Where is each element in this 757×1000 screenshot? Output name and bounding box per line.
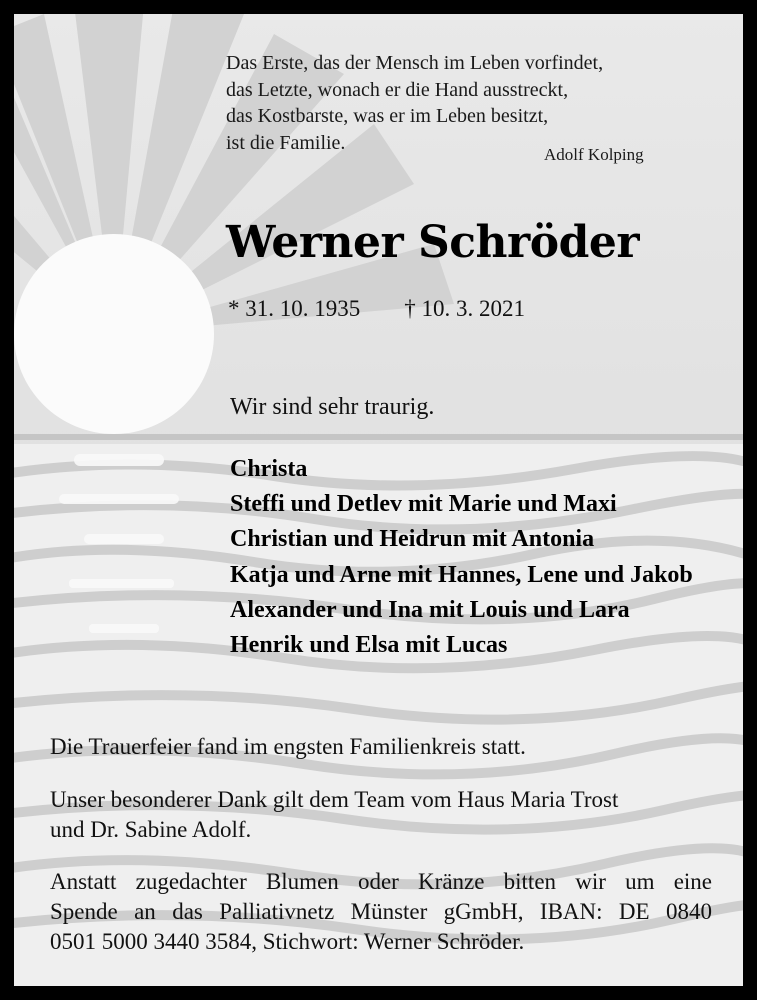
mourner-entry: Henrik und Elsa mit Lucas	[230, 632, 508, 659]
quote-line: das Letzte, wonach er die Hand ausstreckt,	[226, 78, 569, 101]
birth-date: * 31. 10. 1935	[228, 296, 361, 321]
quote-author: Adolf Kolping	[544, 145, 644, 164]
mourner-entry: Christian und Heidrun mit Antonia	[230, 526, 595, 553]
quote-line: ist die Familie.	[226, 131, 346, 154]
life-dates	[228, 296, 525, 322]
death-date: † 10. 3. 2021	[404, 296, 525, 321]
donation-notice	[50, 867, 712, 957]
quote-line: das Kostbarste, was er im Leben besitzt,	[226, 105, 549, 127]
quote-line: Das Erste, das der Mensch im Leben vorfindet,	[226, 52, 604, 74]
thanks-line: und Dr. Sabine Adolf.	[50, 817, 252, 842]
mourner-entry: Steffi und Detlev mit Marie und Maxi	[230, 491, 617, 518]
grief-message: Wir sind sehr traurig.	[230, 394, 435, 420]
funeral-notice	[50, 732, 526, 762]
sun	[14, 234, 214, 434]
kolping-quote	[226, 50, 603, 156]
donation-line: Spende an das Palliativnetz Münster gGmbH, IBAN: DE 0840	[50, 899, 712, 924]
mourner-entry: Alexander und Ina mit Louis und Lara	[230, 596, 630, 623]
funeral-notice-text: Die Trauerfeier fand im engsten Familienkreis statt.	[50, 734, 526, 759]
mourners-list	[230, 452, 693, 663]
donation-line: Anstatt zugedachter Blumen oder Kränze bitten wir um eine	[50, 869, 712, 894]
thanks-line: Unser besonderer Dank gilt dem Team vom Haus Maria Trost	[50, 787, 619, 812]
deceased-name: Werner Schröder	[226, 217, 640, 268]
thanks-notice	[50, 785, 618, 845]
mourner-entry: Katja und Arne mit Hannes, Lene und Jakob	[230, 561, 693, 588]
donation-line: 0501 5000 3440 3584, Stichwort: Werner Schröder.	[50, 929, 525, 954]
mourner-entry: Christa	[230, 456, 308, 482]
